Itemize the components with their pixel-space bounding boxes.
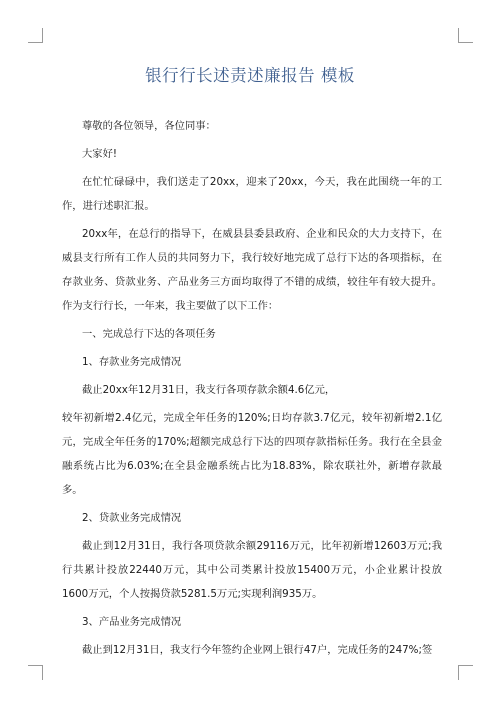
section-heading: 一、完成总行下达的各项任务 <box>82 328 216 340</box>
crop-mark-top-right <box>458 28 473 43</box>
salutation: 尊敬的各位领导，各位同事： <box>82 120 216 132</box>
intro-paragraph: 在忙忙碌碌中，我们送走了20xx，迎来了20xx，今天，我在此围绕一年的工作，进行述职汇报。 <box>62 176 442 212</box>
crop-mark-top-left <box>28 28 43 43</box>
document-body <box>62 114 442 666</box>
deposit-paragraph: 较年初新增2.4亿元，完成全年任务的120%;日均存款3.7亿元，较年初新增2.1亿元，完成全年任务的170%;超额完成总行下达的四项存款指标任务。我行在全县金融系统占比为6.03%;在全县金融系统占比为18.83%，除农联社外，新增存款最多。 <box>62 412 442 496</box>
summary-paragraph: 20xx年，在总行的指导下，在威县县委县政府、企业和民众的大力支持下，在威县支行所有工作人员的共同努力下，我行较好地完成了总行下达的各项指标，在存款业务、贷款业务、产品业务三方面均取得了不错的成绩，较往年有较大提升。作为支行行长，一年来，我主要做了以下工作： <box>62 228 442 312</box>
greeting: 大家好! <box>82 148 118 160</box>
product-paragraph: 截止到12月31日，我支行今年签约企业网上银行47户，完成任务的247%;签 <box>82 644 433 656</box>
crop-mark-bottom-right <box>458 665 473 680</box>
loan-paragraph: 截止到12月31日，我行各项贷款余额29116万元，比年初新增12603万元;我行共累计投放22440万元，其中公司类累计投放15400万元，小企业累计投放1600万元，个人按揭贷款5281.5万元;实现利润935万。 <box>62 540 442 600</box>
subsection-heading: 2、贷款业务完成情况 <box>82 512 182 524</box>
document-title: 银行行长述责述廉报告 模板 <box>145 66 355 85</box>
subsection-heading: 3、产品业务完成情况 <box>82 616 182 628</box>
subsection-heading: 1、存款业务完成情况 <box>82 356 182 368</box>
deposit-paragraph-line: 截止20xx年12月31日，我支行各项存款余额4.6亿元， <box>82 384 336 396</box>
crop-mark-bottom-left <box>28 665 43 680</box>
